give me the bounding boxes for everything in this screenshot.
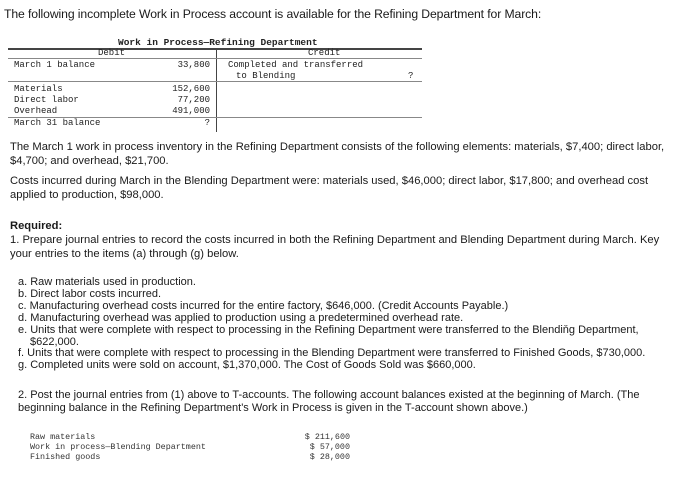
item-d: d. Manufacturing overhead was applied to production using a predetermined overhead rate. (18, 311, 464, 324)
required-section (10, 219, 675, 261)
debit-header: Debit (98, 48, 126, 58)
debit-amount-march-31-balance: ? (204, 118, 210, 128)
balance-label-finished-goods: Finished goods (30, 452, 101, 462)
item-b: b. Direct labor costs incurred. (18, 287, 162, 300)
item-g: g. Completed units were sold on account, $1,370,000. The Cost of Goods Sold was $660,000. (18, 359, 476, 372)
debit-label-direct-labor: Direct labor (14, 95, 79, 105)
credit-amount: ? (408, 71, 414, 81)
paragraph-blending-line1: Costs incurred during March in the Blending Department were: materials used, $46,000; direct labor, $17,800; and overhead cost (10, 175, 649, 187)
items-list (18, 277, 678, 372)
credit-label-line2: to Blending (236, 71, 296, 81)
t-account-work-in-process-refining (8, 33, 422, 133)
item-e-continued: $622,000. (30, 335, 79, 348)
item-c: c. Manufacturing overhead costs incurred for the entire factory, $646,000. (Credit Accounts Payable.) (18, 299, 509, 312)
part2-instructions (18, 389, 683, 415)
debit-amount-overhead: 491,000 (172, 106, 210, 116)
debit-amount-materials: 152,600 (172, 84, 210, 94)
item-e: e. Units that were complete with respect to processing in the Refining Department were transferred to the Blendiňg Department, (18, 323, 639, 336)
debit-label-march-31-balance: March 31 balance (14, 118, 101, 128)
balance-amount-raw-materials: $ 211,600 (304, 432, 350, 442)
paragraph-refining-line2: $4,700; and overhead, $21,700. (10, 155, 169, 167)
balance-label-raw-materials: Raw materials (30, 432, 96, 442)
paragraph-blending-line2: applied to production, $98,000. (10, 189, 164, 201)
paragraph-blending-costs (10, 174, 675, 202)
debit-label-overhead: Overhead (14, 106, 58, 116)
debit-amount-march-1-balance: 33,800 (177, 60, 210, 70)
t-account-divider (216, 48, 217, 132)
paragraph-refining-line1: The March 1 work in process inventory in the Refining Department consists of the following elements: materials, $7,400; direct labor, (10, 141, 665, 153)
required-heading: Required: (10, 220, 63, 232)
item-f: f. Units that were complete with respect to processing in the Blending Department were transferred to Finished Goods, $730,000. (18, 347, 646, 360)
t-account-title: Work in Process—Refining Department (118, 37, 318, 48)
credit-header: Credit (308, 48, 341, 58)
balance-amount-finished-goods: $ 28,000 (309, 452, 350, 462)
t-account-mid-rule (8, 81, 422, 82)
intro-text: The following incomplete Work in Process account is available for the Refining Department for March: (4, 7, 542, 21)
paragraph-refining-inventory (10, 140, 675, 168)
balance-amount-wip-blending: $ 57,000 (309, 442, 350, 452)
part2-line2: beginning balance in the Refining Department's Work in Process is given in the T-account shown above.) (18, 402, 528, 414)
balance-row (30, 432, 350, 442)
required-line1: 1. Prepare journal entries to record the costs incurred in both the Refining Department and Blending Department during March. Key (10, 234, 660, 246)
balance-row (30, 452, 350, 462)
credit-label-line1: Completed and transferred (228, 60, 364, 70)
beginning-balances (30, 432, 350, 472)
item-a: a. Raw materials used in production. (18, 276, 196, 288)
debit-amount-direct-labor: 77,200 (177, 95, 210, 105)
balance-row (30, 442, 350, 452)
debit-label-materials: Materials (14, 84, 63, 94)
t-account-header-rule (8, 58, 422, 59)
required-line2: your entries to the items (a) through (g) below. (10, 248, 239, 260)
t-account-top-rule (8, 48, 422, 50)
balance-label-wip-blending: Work in process—Blending Department (30, 442, 206, 452)
part2-line1: 2. Post the journal entries from (1) above to T-accounts. The following account balances existed at the beginning of March. (The (18, 389, 640, 401)
debit-label-march-1-balance: March 1 balance (14, 60, 96, 70)
